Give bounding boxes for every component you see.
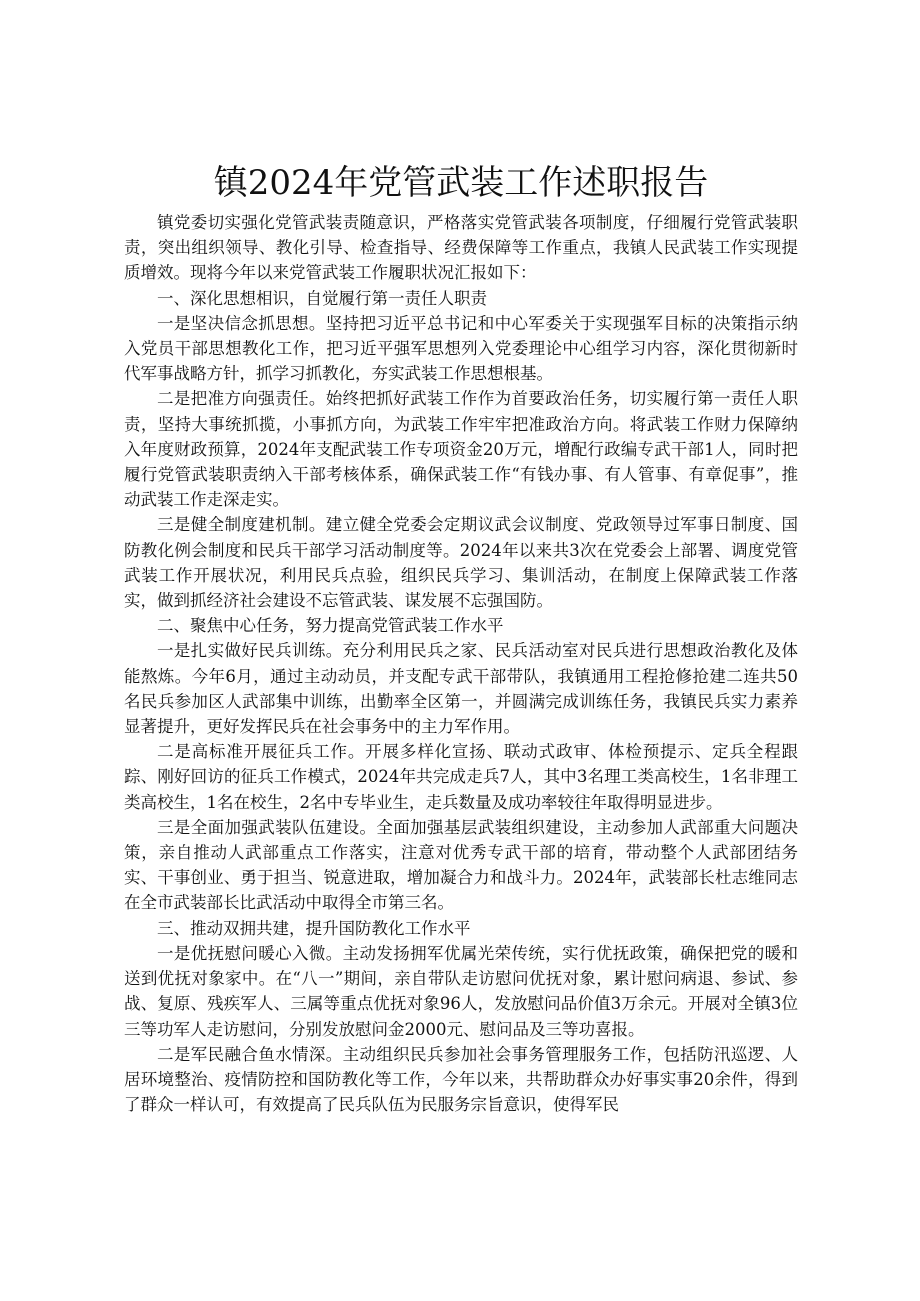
body-paragraph: 一是优抚慰问暖心入微。主动发扬拥军优属光荣传统，实行优抚政策，确保把党的暖和送到优抚对象家中。在“八一”期间，亲自带队走访慰问优抚对象，累计慰问病退、参试、参战、复原、残疾军人、三属等重点优抚对象96人，发放慰问品价值3万余元。开展对全镇3位三等功军人走访慰问，分别发放慰问金2000元、慰问品及三等功喜报。	[124, 943, 798, 1039]
section-heading-3: 三、推动双拥共建，提升国防教化工作水平	[157, 918, 471, 938]
intro-paragraph: 镇党委切实强化党管武装责随意识，严格落实党管武装各项制度，仔细履行党管武装职责，突出组织领导、教化引导、检查指导、经费保障等工作重点，我镇人民武装工作实现提质增效。现将今年以来党管武装工作履职状况汇报如下：	[124, 213, 798, 283]
body-paragraph: 二是高标准开展征兵工作。开展多样化宣扬、联动式政审、体检预提示、定兵全程跟踪、刚好回访的征兵工作模式，2024年共完成走兵7人，其中3名理工类高校生，1名非理工类高校生，1名在校生，2名中专毕业生，走兵数量及成功率较往年取得明显进步。	[124, 742, 798, 812]
section-heading-1: 一、深化思想相识，自觉履行第一责任人职责	[157, 288, 487, 308]
body-paragraph: 二是军民融合鱼水情深。主动组织民兵参加社会事务管理服务工作，包括防汛巡逻、人居环境整治、疫情防控和国防教化等工作，今年以来，共帮助群众办好事实事20余件，得到了群众一样认可，有效提高了民兵队伍为民服务宗旨意识，使得军民	[124, 1044, 798, 1115]
document-title: 镇2024年党管武装工作述职报告	[213, 163, 709, 203]
body-paragraph: 一是扎实做好民兵训练。充分利用民兵之家、民兵活动室对民兵进行思想政治教化及体能熬炼。今年6月，通过主动动员，并支配专武干部带队，我镇通用工程抢修抢建二连共50名民兵参加区人武部集中训练，出勤率全区第一，并圆满完成训练任务，我镇民兵实力素养显著提升，更好发挥民兵在社会事务中的主力军作用。	[124, 641, 798, 737]
body-paragraph: 三是健全制度建机制。建立健全党委会定期议武会议制度、党政领导过军事日制度、国防教化例会制度和民兵干部学习活动制度等。2024年以来共3次在党委会上部署、调度党管武装工作开展状况，利用民兵点验，组织民兵学习、集训活动，在制度上保障武装工作落实，做到抓经济社会建设不忘管武装、谋发展不忘强国防。	[124, 515, 798, 611]
body-paragraph: 二是把准方向强责任。始终把抓好武装工作作为首要政治任务，切实履行第一责任人职责，坚持大事统抓揽，小事抓方向，为武装工作牢牢把准政治方向。将武装工作财力保障纳入年度财政预算，2024年支配武装工作专项资金20万元，增配行政编专武干部1人，同时把履行党管武装职责纳入干部考核体系，确保武装工作“有钱办事、有人管事、有章促事”，推动武装工作走深走实。	[124, 389, 798, 510]
section-heading-2: 二、聚焦中心任务，努力提高党管武装工作水平	[157, 616, 504, 636]
document-page	[124, 160, 798, 1117]
body-paragraph: 三是全面加强武装队伍建设。全面加强基层武装组织建设，主动参加人武部重大问题决策，亲自推动人武部重点工作落实，注意对优秀专武干部的培育，带动整个人武部团结务实、干事创业、勇于担当、锐意进取，增加凝合力和战斗力。2024年，武装部长杜志维同志在全市武装部长比武活动中取得全市第三名。	[124, 817, 798, 913]
body-paragraph: 一是坚决信念抓思想。坚持把习近平总书记和中心军委关于实现强军目标的决策指示纳入党员干部思想教化工作，把习近平强军思想列入党委理论中心组学习内容，深化贯彻新时代军事战略方针，抓学习抓教化，夯实武装工作思想根基。	[124, 313, 798, 384]
